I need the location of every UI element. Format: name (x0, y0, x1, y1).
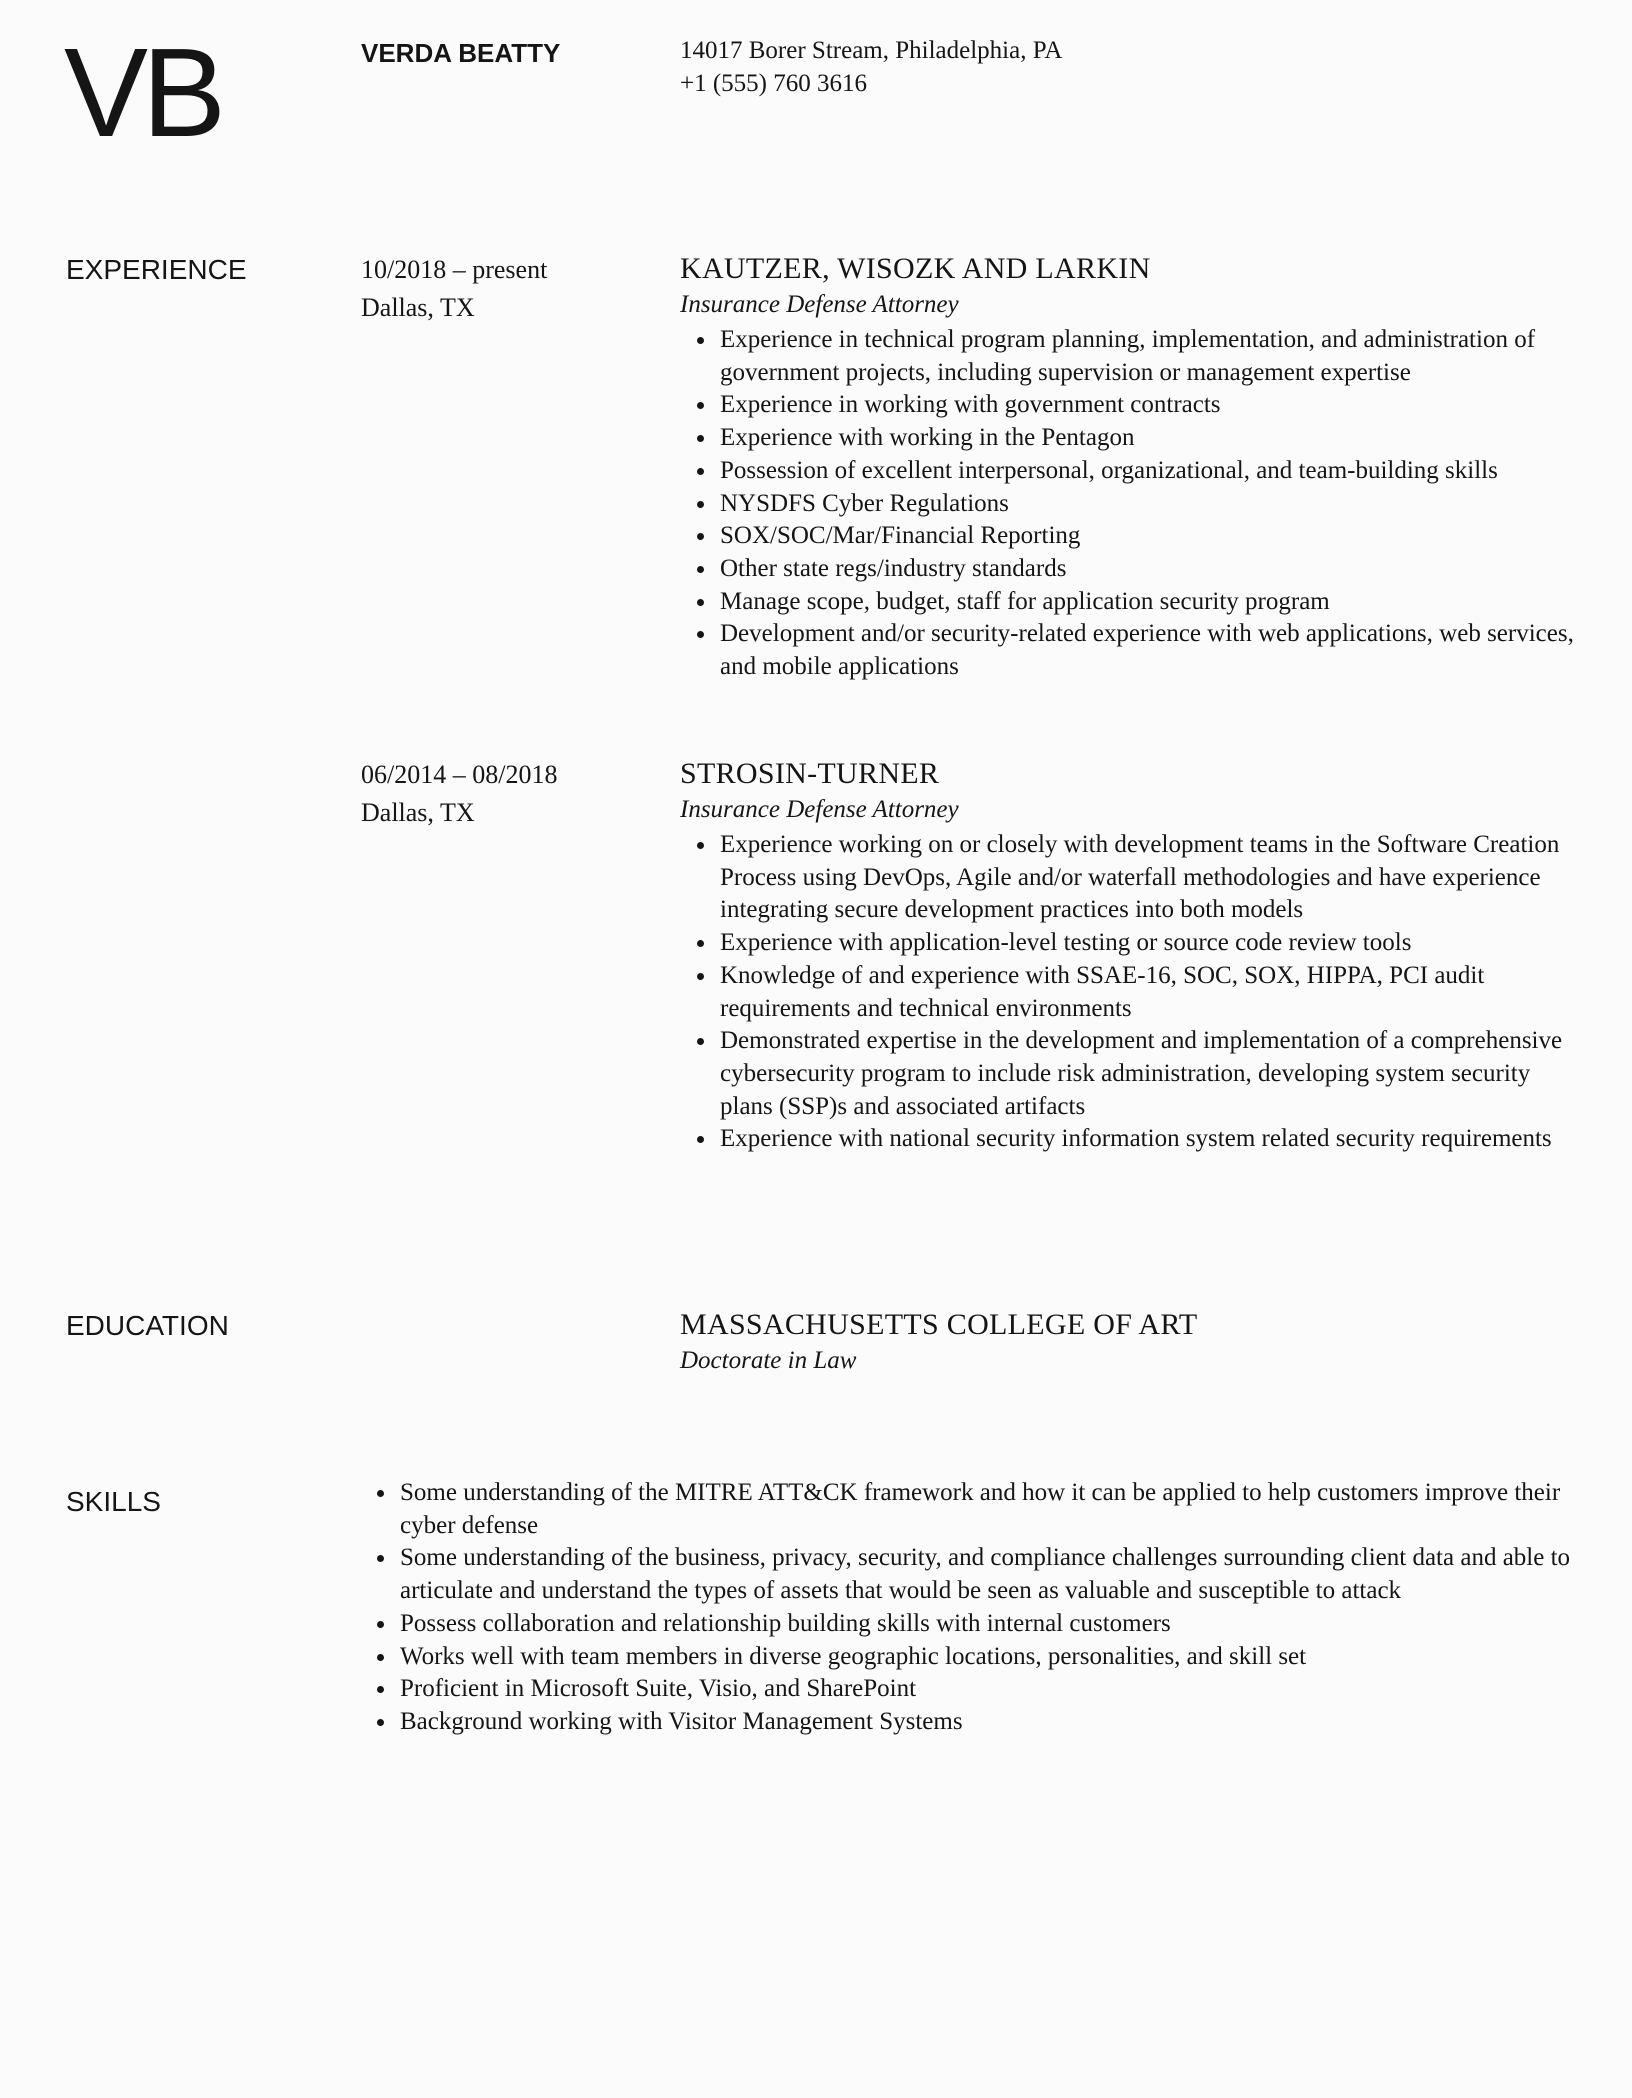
company-name: KAUTZER, WISOZK AND LARKIN (680, 252, 1151, 285)
skills-list (360, 1477, 1580, 1739)
section-title-education: EDUCATION (66, 1310, 229, 1341)
job-entry (680, 755, 1580, 1156)
address: 14017 Borer Stream, Philadelphia, PA (680, 37, 1063, 64)
job-dates: 06/2014 – 08/2018 (361, 760, 558, 789)
phone: +1 (555) 760 3616 (680, 70, 867, 97)
education-entry (680, 1306, 1580, 1380)
job-location: Dallas, TX (361, 293, 475, 322)
job-location: Dallas, TX (361, 798, 475, 827)
job-bullets (680, 324, 1580, 684)
list-item: Possession of excellent interpersonal, organizational, and team-building skills (680, 455, 1580, 488)
list-item: Some understanding of the business, privacy, security, and compliance challenges surrounding client data and able to articulate and understand the types of assets that would be seen as valuable and susceptible to attack (360, 1542, 1580, 1607)
list-item: Some understanding of the MITRE ATT&CK framework and how it can be applied to help customers improve their cyber defense (360, 1477, 1580, 1542)
school-name: MASSACHUSETTS COLLEGE OF ART (680, 1308, 1198, 1341)
skills-bullets (360, 1477, 1580, 1739)
list-item: Experience with national security information system related security requirements (680, 1123, 1580, 1156)
list-item: Development and/or security-related experience with web applications, web services, and mobile applications (680, 618, 1580, 683)
job-entry (680, 250, 1580, 684)
list-item: Knowledge of and experience with SSAE-16, SOC, SOX, HIPPA, PCI audit requirements and technical environments (680, 960, 1580, 1025)
list-item: Proficient in Microsoft Suite, Visio, and SharePoint (360, 1673, 1580, 1706)
job-bullets (680, 829, 1580, 1156)
list-item: Experience with application-level testing or source code review tools (680, 927, 1580, 960)
list-item: Demonstrated expertise in the development and implementation of a comprehensive cybersecurity program to include risk administration, developing system security plans (SSP)s and associated artifacts (680, 1025, 1580, 1123)
job-meta (361, 251, 547, 327)
job-role: Insurance Defense Attorney (680, 291, 959, 318)
list-item: Possess collaboration and relationship building skills with internal customers (360, 1608, 1580, 1641)
list-item: Manage scope, budget, staff for application security program (680, 586, 1580, 619)
list-item: NYSDFS Cyber Regulations (680, 488, 1580, 521)
job-dates: 10/2018 – present (361, 255, 548, 284)
list-item: Works well with team members in diverse geographic locations, personalities, and skill set (360, 1641, 1580, 1674)
list-item: Background working with Visitor Management Systems (360, 1706, 1580, 1739)
job-role: Insurance Defense Attorney (680, 796, 959, 823)
job-meta (361, 756, 557, 832)
candidate-name: VERDA BEATTY (361, 38, 561, 68)
list-item: Experience with working in the Pentagon (680, 422, 1580, 455)
list-item: Experience in technical program planning, implementation, and administration of government projects, including supervision or management expertise (680, 324, 1580, 389)
company-name: STROSIN-TURNER (680, 757, 940, 790)
list-item: Experience in working with government contracts (680, 389, 1580, 422)
monogram: VB (64, 22, 221, 163)
list-item: Experience working on or closely with development teams in the Software Creation Process using DevOps, Agile and/or waterfall methodologies and have experience integrating secure development practices into both models (680, 829, 1580, 927)
list-item: Other state regs/industry standards (680, 553, 1580, 586)
degree: Doctorate in Law (680, 1347, 857, 1374)
list-item: SOX/SOC/Mar/Financial Reporting (680, 520, 1580, 553)
section-title-skills: SKILLS (66, 1486, 161, 1517)
section-title-experience: EXPERIENCE (66, 254, 247, 285)
contact-info (680, 34, 1062, 100)
